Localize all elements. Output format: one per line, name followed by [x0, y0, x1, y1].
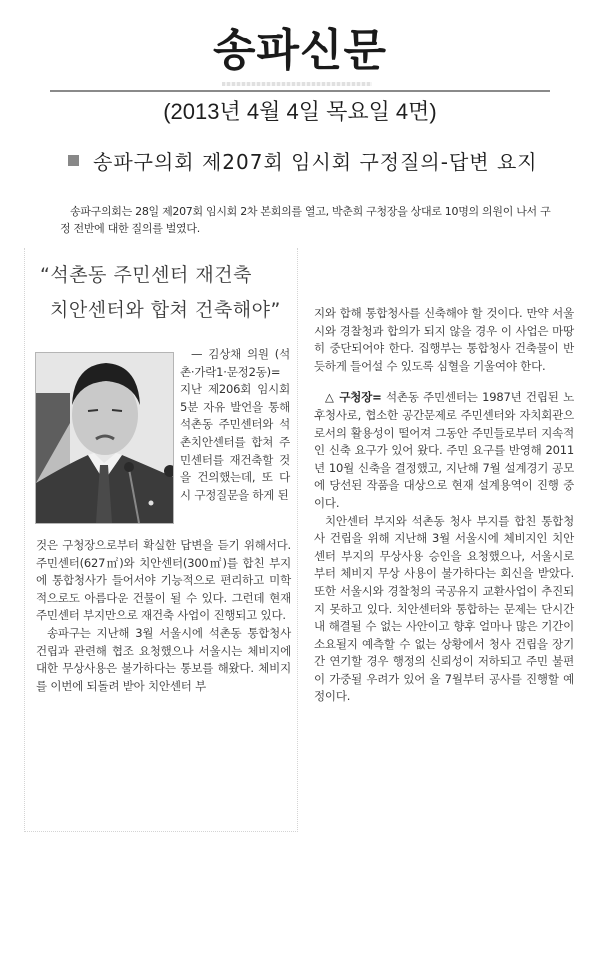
newspaper-masthead: 송파신문	[212, 25, 387, 76]
answer-lead: △ 구청장=	[325, 390, 382, 405]
quote-title-line-1: “석촌동 주민센터 재건축	[40, 264, 252, 286]
answer-text-1: 석촌동 주민센터는 1987년 건립된 노후청사로, 협소한 공간문제로 주민센터와 자치회관으로서의 활용성이 떨어져 그동안 주민들로부터 지속적인 신축 요구가 있어 왔다. 주민 요구를 반영해 2011년 10월 신축을 결정했고, 지난해 7월 설계경기 공모에 당선된 작품을 대상으로 현재 설계용역이 진행 중이다.	[314, 390, 574, 510]
right-paragraph-1: 지와 합해 통합청사를 신축해야 할 것이다. 만약 서울시와 경찰청과 합의가 되지 않을 경우 이 사업은 마땅히 중단되어야 한다. 집행부는 통합청사 건축물이 반듯하게 들어설 수 있도록 심혈을 기울여야 한다.	[314, 306, 574, 373]
council-member-photo	[35, 352, 174, 524]
square-bullet-icon	[68, 155, 79, 166]
quote-title-line-2: 치안센터와 합쳐 건축해야”	[50, 299, 281, 321]
quote-title	[40, 258, 290, 328]
byline-column	[180, 346, 290, 504]
portrait-image	[36, 353, 173, 523]
left-column-text	[36, 537, 291, 695]
left-paragraph-1: 것은 구청장으로부터 확실한 답변을 듣기 위해서다. 주민센터(627㎡)와 치안센터(300㎡)를 합친 부지에 통합청사가 들어서야 기능적으로 편리하고 미학적으로도 아름다운 건물이 될 수 있다. 그런데 현재 주민센터 부지만으로 재건축 사업이 진행되고 있다.	[36, 538, 291, 623]
byline-paragraph: — 김상채 의원 (석촌·가락1·문정2동)= 지난 제206회 임시회 5분 자유 발언을 통해 석촌동 주민센터와 석촌치안센터를 합쳐 주민센터를 재건축할 것을 건의했는데, 또 다시 구정질문을 하게 된	[180, 347, 290, 502]
article-headline	[68, 146, 538, 175]
answer-paragraph-2: 치안센터 부지와 석촌동 청사 부지를 합친 통합청사 건립을 위해 지난해 3월 서울시에 체비지인 치안센터 부지의 무상사용 승인을 요청했으나, 서울시로부터 체비지 무상 사용이 불가하다는 회신을 받았다. 또한 서울시와 경찰청의 국공유지 교환사업이 추진되지 못하고 있다. 치안센터와 통합하는 문제는 단시간내 해결될 수 없는 사안이고 향후 얼마나 많은 기간이 소요될지 예측할 수 없는 상황에서 청사 건립을 장기간 연기할 경우 행정의 신뢰성이 저하되고 주민 불편이 가중될 우려가 있어 올 7월부터 공사를 진행할 예정이다.	[314, 513, 574, 704]
answer-paragraph-1	[314, 389, 574, 512]
left-paragraph-2: 송파구는 지난해 3월 서울시에 석촌동 통합청사 건립과 관련해 협조 요청했으나 서울시는 체비지에 대한 무상사용은 불가하다는 통보를 해왔다. 체비지를 이번에 되돌려 받아 치안센터 부	[36, 625, 291, 693]
intro-paragraph: 송파구의회는 28일 제207회 임시회 2차 본회의를 열고, 박춘희 구청장을 상대로 10명의 의원이 나서 구정 전반에 대한 질의를 벌였다.	[60, 205, 551, 235]
publication-dateline: (2013년 4월 4일 목요일 4면)	[163, 99, 437, 124]
paragraph-spacer	[314, 375, 574, 389]
masthead-divider	[50, 90, 550, 92]
scan-artifact	[222, 82, 372, 86]
headline-text: 송파구의회 제207회 임시회 구정질의-답변 요지	[93, 150, 538, 174]
right-column-text	[314, 305, 574, 706]
